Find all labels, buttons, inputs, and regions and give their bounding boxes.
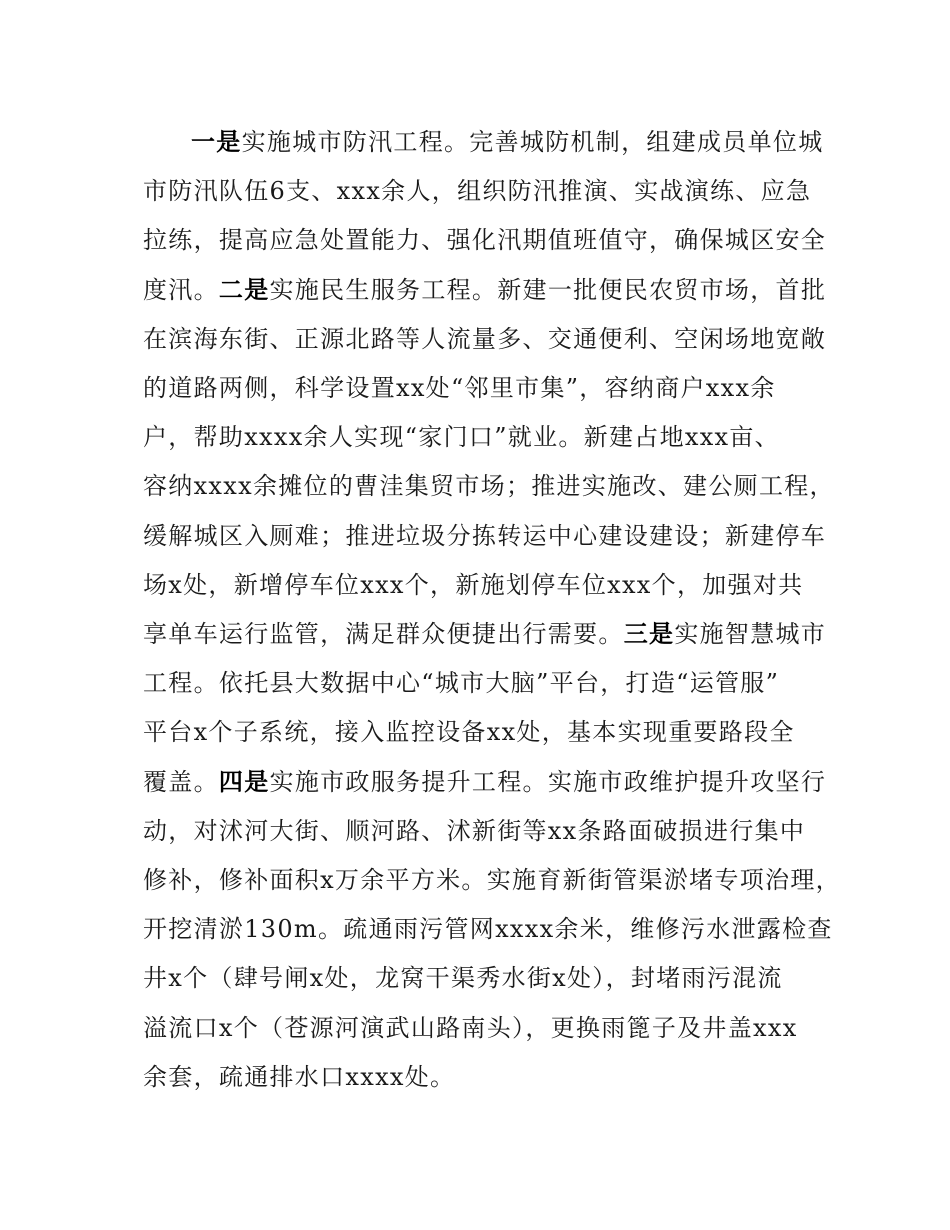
text-line xyxy=(143,462,833,511)
text-line xyxy=(143,512,833,561)
text-run: 余套，疏通排水口xxxx处。 xyxy=(143,1062,456,1091)
section-keyword: 三是 xyxy=(623,620,675,649)
text-run: 动，对沭河大街、顺河路、沭新街等xx条路面破损进行集中 xyxy=(143,816,806,845)
text-run: 度汛。 xyxy=(143,275,219,304)
text-run: 开挖清淤130m。疏通雨污管网xxxx余米，维修污水泄露检查 xyxy=(143,915,833,944)
text-run: 实施城市防汛工程。完善城防机制，组建成员单位城 xyxy=(241,128,824,156)
text-run: 市防汛队伍6支、xxx余人，组织防汛推演、实战演练、应急 xyxy=(143,177,812,206)
text-line xyxy=(143,758,833,807)
text-line xyxy=(143,413,833,462)
text-run: 在滨海东街、正源北路等人流量多、交通便利、空闲场地宽敞 xyxy=(143,324,827,353)
text-run: 拉练，提高应急处置能力、强化汛期值班值守，确保城区安全 xyxy=(143,226,827,255)
text-line xyxy=(143,856,841,905)
text-run: 户，帮助xxxx余人实现“家门口”就业。新建占地xxx亩、 xyxy=(143,423,780,452)
text-run: 享单车运行监管，满足群众便捷出行需要。 xyxy=(143,620,624,649)
text-line xyxy=(143,954,833,1003)
text-line xyxy=(143,315,833,364)
section-keyword: 一是 xyxy=(191,128,242,156)
body-paragraph xyxy=(143,118,841,1102)
text-run: 缓解城区入厕难；推进垃圾分拣转运中心建设建设；新建停车 xyxy=(143,521,827,550)
text-line xyxy=(143,216,833,265)
section-keyword: 四是 xyxy=(218,767,270,796)
text-line xyxy=(143,1004,833,1053)
text-run: 场x处，新增停车位xxx个，新施划停车位xxx个，加强对共 xyxy=(143,570,804,599)
text-line xyxy=(143,807,833,856)
text-run: 实施市政服务提升工程。实施市政维护提升攻坚行 xyxy=(269,767,827,796)
text-line xyxy=(143,266,833,315)
text-line xyxy=(143,364,833,413)
text-run: 覆盖。 xyxy=(143,767,219,796)
text-run: 实施智慧城市 xyxy=(674,620,827,649)
text-run: 溢流口x个（苍源河演武山路南头），更换雨篦子及井盖xxx xyxy=(143,1013,798,1042)
text-line xyxy=(143,167,833,216)
text-run: 平台x个子系统，接入监控设备xx处，基本实现重要路段全 xyxy=(143,718,795,747)
text-run: 工程。依托县大数据中心“城市大脑”平台，打造“运管服” xyxy=(143,669,780,698)
text-line xyxy=(143,561,833,610)
text-run: 容纳xxxx余摊位的曹洼集贸市场；推进实施改、建公厕工程， xyxy=(143,472,835,501)
text-line xyxy=(143,118,833,167)
text-run: 实施民生服务工程。新建一批便民农贸市场，首批 xyxy=(269,275,827,304)
text-run: 的道路两侧，科学设置xx处“邻里市集”，容纳商户xxx余 xyxy=(143,374,776,403)
text-line xyxy=(143,659,833,708)
text-line xyxy=(143,1053,833,1102)
text-line xyxy=(143,610,833,659)
text-line xyxy=(143,708,833,757)
section-keyword: 二是 xyxy=(218,275,270,304)
text-run: 井x个（肆号闸x处，龙窝干渠秀水街x处），封堵雨污混流 xyxy=(143,964,783,993)
text-run: 修补，修补面积x万余平方米。实施育新街管渠淤堵专项治理， xyxy=(143,866,841,895)
text-line xyxy=(143,905,833,954)
